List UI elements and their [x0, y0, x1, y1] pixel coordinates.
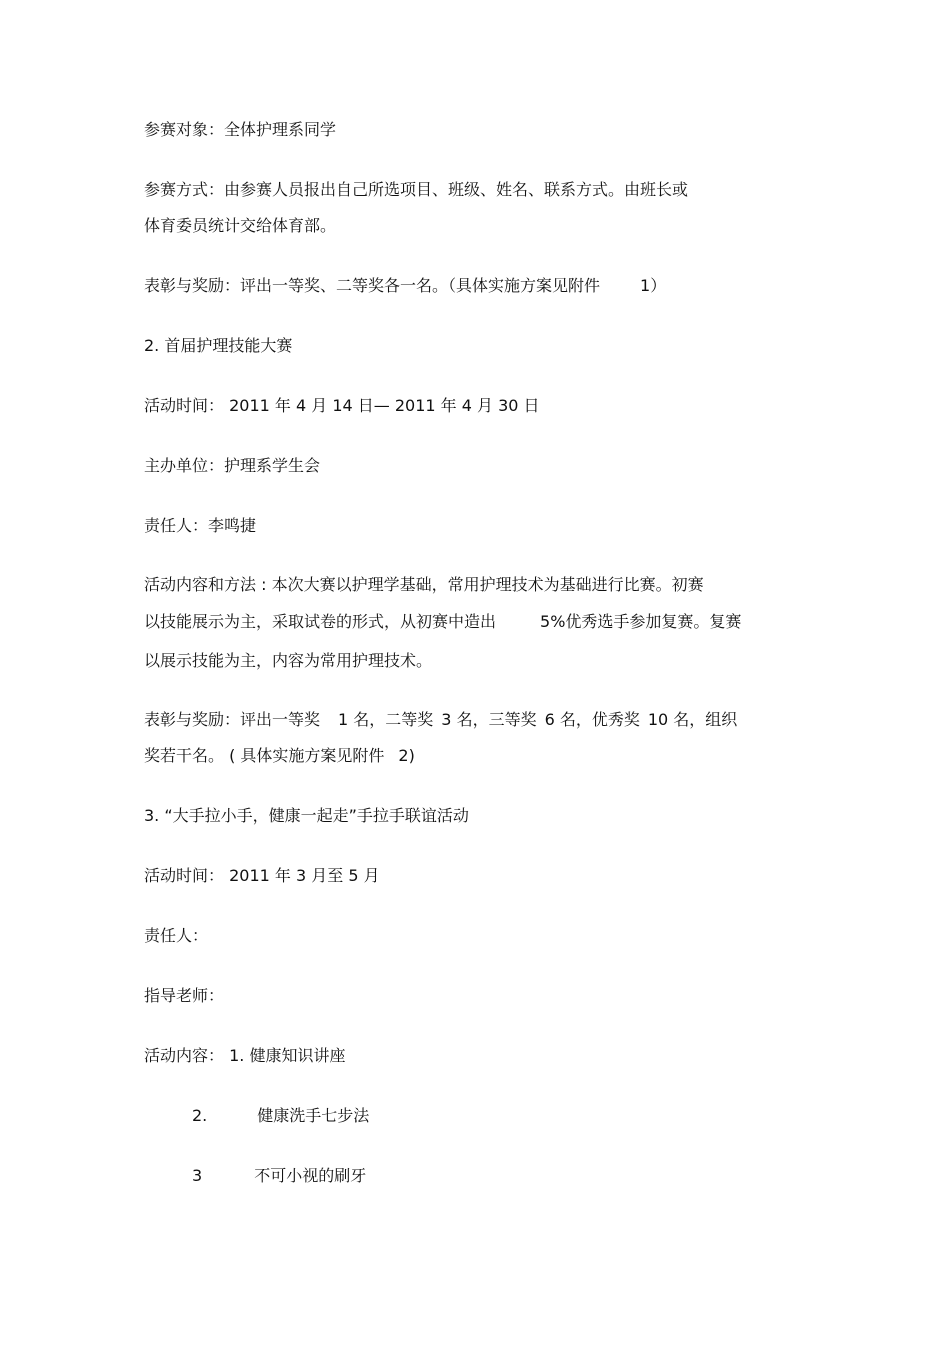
- list-item: [192, 1106, 369, 1126]
- text-line: 以展示技能为主，内容为常用护理技术。: [144, 651, 433, 670]
- list-number: 3: [192, 1166, 203, 1185]
- text-line: [144, 612, 741, 632]
- text-segment: 1 名，二等奖: [338, 710, 434, 729]
- list-text: 健康洗手七步法: [257, 1106, 370, 1125]
- text-line: 责任人：: [144, 926, 209, 945]
- text-line: 活动时间： 2011 年 4 月 14 日— 2011 年 4 月 30 日: [144, 396, 540, 415]
- text-line: 参赛方式：由参赛人员报出自己所选项目、班级、姓名、联系方式。由班长或: [144, 180, 689, 199]
- text-segment: 1）: [640, 276, 667, 295]
- text-line: [144, 746, 415, 766]
- text-segment: 奖若干名。 ( 具体实施方案见附件: [144, 746, 385, 765]
- text-segment: 以技能展示为主，采取试卷的形式，从初赛中造出: [144, 612, 497, 631]
- text-segment: 2): [398, 746, 415, 765]
- list-number: 2.: [192, 1106, 208, 1125]
- section-heading: 3. “大手拉小手，健康一起走”手拉手联谊活动: [144, 806, 469, 825]
- text-line: 活动内容和方法 : 本次大赛以护理学基础，常用护理技术为基础进行比赛。初赛: [144, 575, 704, 594]
- text-line: 活动时间： 2011 年 3 月至 5 月: [144, 866, 380, 885]
- text-segment: 表彰与奖励：评出一等奖、二等奖各一名。（具体实施方案见附件: [144, 276, 601, 295]
- text-segment: 5%优秀选手参加复赛。复赛: [540, 612, 742, 631]
- text-line: 责任人：李鸣捷: [144, 516, 257, 535]
- section-heading: 2. 首届护理技能大赛: [144, 336, 293, 355]
- text-line: 主办单位：护理系学生会: [144, 456, 321, 475]
- text-segment: 3 名，三等奖: [441, 710, 537, 729]
- text-segment: 表彰与奖励：评出一等奖: [144, 710, 321, 729]
- text-line: [144, 276, 666, 296]
- text-segment: 10 名，组织: [647, 710, 738, 729]
- text-line: 体育委员统计交给体育部。: [144, 216, 337, 235]
- text-line: 参赛对象：全体护理系同学: [144, 120, 337, 139]
- text-line: 指导老师：: [144, 986, 225, 1005]
- text-segment: 6 名，优秀奖: [544, 710, 640, 729]
- list-item: [192, 1166, 366, 1186]
- list-text: 不可小视的刷牙: [254, 1166, 367, 1185]
- text-line: [144, 710, 737, 730]
- text-line: 活动内容： 1. 健康知识讲座: [144, 1046, 346, 1065]
